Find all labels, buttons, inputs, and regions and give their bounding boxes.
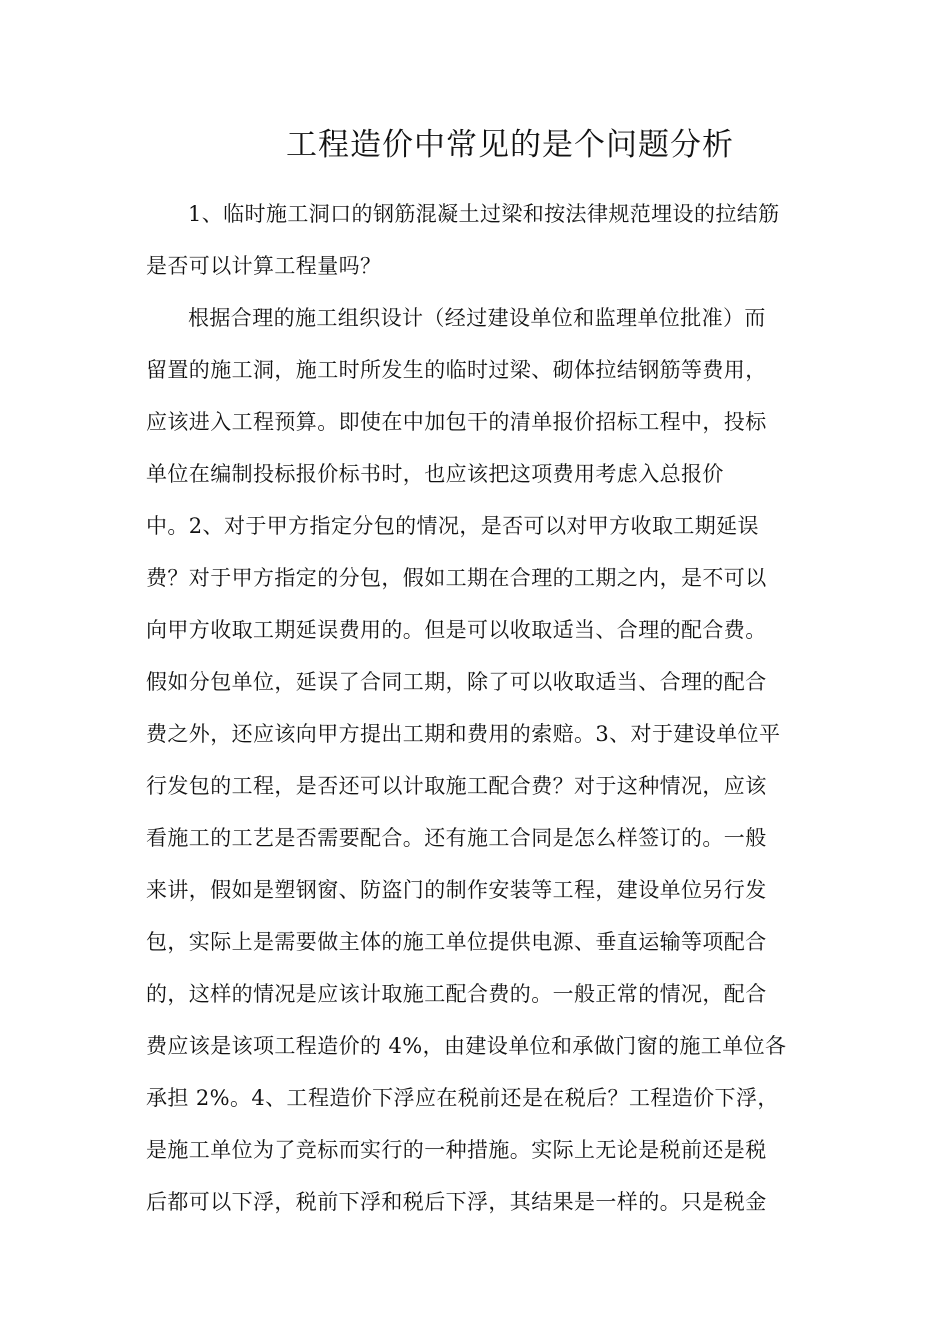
text-line: 是否可以计算工程量吗？ [146, 254, 382, 278]
text-line: 留置的施工洞，施工时所发生的临时过梁、砌体拉结钢筋等费用， [146, 358, 767, 382]
text-line: 行发包的工程，是否还可以计取施工配合费？对于这种情况，应该 [146, 774, 767, 798]
text-line: 假如分包单位，延误了合同工期，除了可以收取适当、合理的配合 [146, 670, 767, 694]
text-line: 1、临时施工洞口的钢筋混凝土过梁和按法律规范埋设的拉结筋 [188, 202, 780, 226]
text-line: 是施工单位为了竞标而实行的一种措施。实际上无论是税前还是税 [146, 1138, 767, 1162]
text-line: 根据合理的施工组织设计（经过建设单位和监理单位批准）而 [188, 306, 766, 330]
text-line: 来讲，假如是塑钢窗、防盗门的制作安装等工程，建设单位另行发 [146, 878, 767, 902]
text-line: 承担 2%。4、工程造价下浮应在税前还是在税后？工程造价下浮， [146, 1086, 779, 1110]
text-line: 费之外，还应该向甲方提出工期和费用的索赔。3、对于建设单位平 [146, 722, 781, 746]
text-line: 包，实际上是需要做主体的施工单位提供电源、垂直运输等项配合 [146, 930, 767, 954]
text-line: 单位在编制投标报价标书时，也应该把这项费用考虑入总报价 [146, 462, 724, 486]
text-line: 中。2、对于甲方指定分包的情况，是否可以对甲方收取工期延误 [146, 514, 759, 538]
text-line: 费应该是该项工程造价的 4%，由建设单位和承做门窗的施工单位各 [146, 1034, 787, 1058]
text-line: 看施工的工艺是否需要配合。还有施工合同是怎么样签订的。一般 [146, 826, 767, 850]
text-line: 的，这样的情况是应该计取施工配合费的。一般正常的情况，配合 [146, 982, 767, 1006]
text-line: 费？对于甲方指定的分包，假如工期在合理的工期之内，是不可以 [146, 566, 767, 590]
text-line: 应该进入工程预算。即使在中加包干的清单报价招标工程中，投标 [146, 410, 767, 434]
text-line: 向甲方收取工期延误费用的。但是可以收取适当、合理的配合费。 [146, 618, 767, 642]
document-title: 工程造价中常见的是个问题分析 [286, 127, 734, 163]
text-line: 后都可以下浮，税前下浮和税后下浮，其结果是一样的。只是税金 [146, 1190, 767, 1214]
